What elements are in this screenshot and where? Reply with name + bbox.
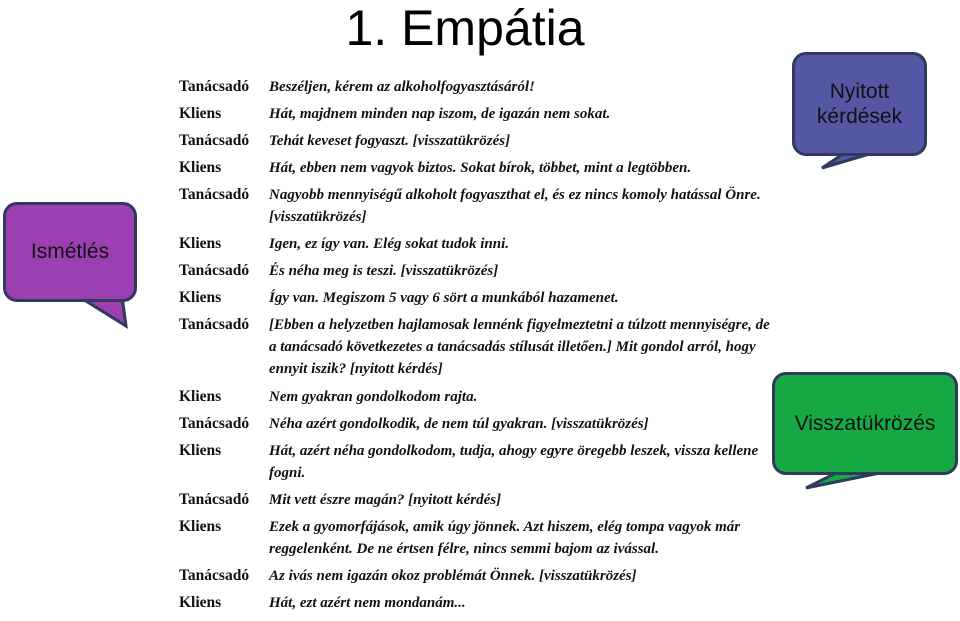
speaker-label: Kliens bbox=[179, 289, 222, 306]
utterance: Igen, ez így van. Elég sokat tudok inni. bbox=[269, 236, 510, 252]
slide-title: 1. Empátia bbox=[345, 0, 585, 56]
speaker-label: Kliens bbox=[179, 235, 222, 252]
dialogue-row bbox=[179, 76, 779, 103]
speaker-label: Tanácsadó bbox=[179, 491, 250, 508]
utterance: Tehát keveset fogyaszt. [visszatükrözés] bbox=[269, 133, 511, 149]
utterance: Hát, azért néha gondolkodom, tudja, ahogy egyre öregebb leszek, vissza kellene fogni. bbox=[269, 443, 759, 481]
speaker-label: Kliens bbox=[179, 105, 222, 122]
callout-ismetles bbox=[3, 202, 137, 302]
dialogue-row bbox=[179, 233, 779, 260]
dialogue-row bbox=[179, 565, 779, 592]
callout-visszatukrozes-label: Visszatükrözés bbox=[794, 411, 936, 435]
dialogue-row bbox=[179, 516, 779, 565]
dialogue-row bbox=[179, 157, 779, 184]
utterance: Hát, majdnem minden nap iszom, de igazán nem sokat. bbox=[269, 106, 611, 122]
dialogue-row bbox=[179, 260, 779, 287]
callout-nyitott-line1: Nyitott bbox=[829, 80, 890, 103]
utterance: Az ivás nem igazán okoz problémát Önnek. [visszatükrözés] bbox=[269, 568, 637, 584]
utterance: Néha azért gondolkodik, de nem túl gyakran. [visszatükrözés] bbox=[269, 416, 649, 432]
callout-nyitott-line2: kérdések bbox=[816, 105, 903, 128]
speaker-label: Kliens bbox=[179, 518, 222, 535]
speaker-label: Tanácsadó bbox=[179, 186, 250, 203]
dialogue-row bbox=[179, 103, 779, 130]
utterance: Hát, ebben nem vagyok biztos. Sokat bírok, többet, mint a legtöbben. bbox=[269, 160, 692, 176]
speaker-label: Kliens bbox=[179, 159, 222, 176]
callout-visszatukrozes bbox=[772, 372, 958, 475]
callout-ismetles-label: Ismétlés bbox=[30, 240, 110, 263]
dialogue-row bbox=[179, 413, 779, 440]
utterance: Nem gyakran gondolkodom rajta. bbox=[269, 389, 478, 405]
dialogue-transcript bbox=[179, 76, 779, 616]
dialogue-row bbox=[179, 130, 779, 157]
dialogue-row bbox=[179, 184, 779, 233]
dialogue-row bbox=[179, 314, 779, 386]
dialogue-row bbox=[179, 489, 779, 516]
dialogue-row bbox=[179, 386, 779, 413]
dialogue-row bbox=[179, 287, 779, 314]
utterance: Beszéljen, kérem az alkoholfogyasztásáról! bbox=[269, 79, 535, 95]
utterance: Nagyobb mennyiségű alkoholt fogyaszthat el, és ez nincs komoly hatással Önre. [visszatükrözés] bbox=[269, 187, 761, 225]
utterance: És néha meg is teszi. [visszatükrözés] bbox=[269, 263, 499, 279]
dialogue-row bbox=[179, 440, 779, 489]
speaker-label: Tanácsadó bbox=[179, 78, 250, 95]
speaker-label: Kliens bbox=[179, 442, 222, 459]
speaker-label: Kliens bbox=[179, 388, 222, 405]
utterance: Ezek a gyomorfájások, amik úgy jönnek. Azt hiszem, elég tompa vagyok már reggelenként. De ne értsen félre, nincs semmi bajom az ivással. bbox=[269, 519, 741, 557]
utterance: Így van. Megiszom 5 vagy 6 sört a munkából hazamenet. bbox=[269, 290, 619, 306]
dialogue-row bbox=[179, 592, 779, 616]
speaker-label: Tanácsadó bbox=[179, 262, 250, 279]
speaker-label: Tanácsadó bbox=[179, 132, 250, 149]
utterance: [Ebben a helyzetben hajlamosak lennénk figyelmeztetni a túlzott mennyiségre, de a tanácsadó következetes a tanácsadás stílusát illetően.] Mit gondol arról, hogy ennyit iszik? [nyitott kérdés] bbox=[269, 317, 770, 377]
speaker-label: Tanácsadó bbox=[179, 415, 250, 432]
speaker-label: Tanácsadó bbox=[179, 316, 250, 333]
speaker-label: Tanácsadó bbox=[179, 567, 250, 584]
speaker-label: Kliens bbox=[179, 594, 222, 611]
callout-nyitott-kerdesek bbox=[792, 52, 927, 156]
utterance: Mit vett észre magán? [nyitott kérdés] bbox=[269, 492, 502, 508]
utterance: Hát, ezt azért nem mondanám... bbox=[269, 595, 466, 611]
